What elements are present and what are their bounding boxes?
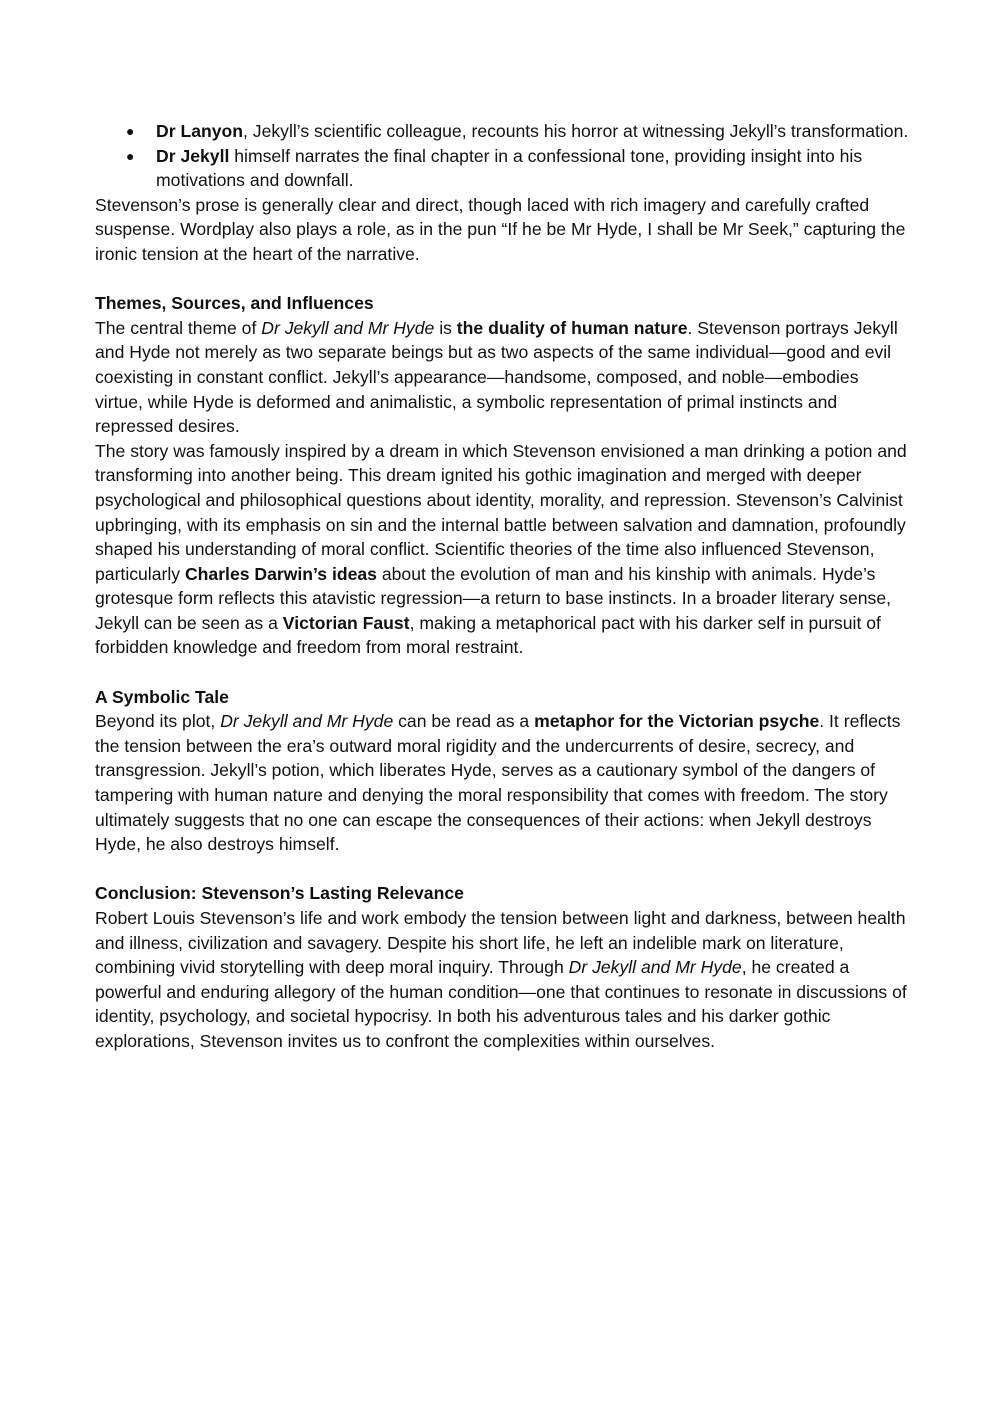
conclusion-paragraph: Robert Louis Stevenson’s life and work embody the tension between light and darkness, between health and illness, civilization and savagery. Despite his short life, he left an indelible mark on literature, combining vivid storytelling with deep moral inquiry. Through Dr Jekyll and Mr Hyde, he created a powerful and enduring allegory of the human condition—one that continues to resonate in discussions of identity, psychology, and societal hypocrisy. In both his adventurous tales and his darker gothic explorations, Stevenson invites us to confront the complexities within ourselves.: [95, 908, 907, 1051]
section-heading-themes: Themes, Sources, and Influences: [95, 293, 374, 314]
narrator-list: [95, 119, 910, 193]
book-title: Dr Jekyll and Mr Hyde: [220, 711, 394, 732]
emphasis: Charles Darwin’s ideas: [184, 563, 377, 584]
list-item: [126, 119, 910, 144]
prose-paragraph: Stevenson’s prose is generally clear and direct, though laced with rich imagery and carefully crafted suspense. Wordplay also plays a role, as in the pun “If he be Mr Hyde, I shall be Mr Seek,” capturing the ironic tension at the heart of the narrative.: [95, 194, 906, 264]
emphasis: Victorian Faust: [282, 612, 410, 633]
emphasis: metaphor for the Victorian psyche: [534, 711, 820, 732]
narrator-name: Dr Jekyll: [156, 145, 230, 166]
book-title: Dr Jekyll and Mr Hyde: [568, 957, 742, 978]
themes-paragraph-2: The story was famously inspired by a dream in which Stevenson envisioned a man drinking a potion and transforming into another being. This dream ignited his gothic imagination and merged with deeper psychological and philosophical questions about identity, morality, and repression. Stevenson’s Calvinist upbringing, with its emphasis on sin and the internal battle between salvation and damnation, profoundly shaped his understanding of moral conflict. Scientific theories of the time also influenced Stevenson, particularly Charles Darwin’s ideas about the evolution of man and his kinship with animals. Hyde’s grotesque form reflects this atavistic regression—a return to base instincts. In a broader literary sense, Jekyll can be seen as a Victorian Faust, making a metaphorical pact with his darker self in pursuit of forbidden knowledge and freedom from moral restraint.: [95, 440, 907, 658]
section-heading-symbolic: A Symbolic Tale: [95, 686, 229, 707]
emphasis: the duality of human nature: [456, 317, 688, 338]
book-title: Dr Jekyll and Mr Hyde: [261, 317, 435, 338]
narrator-description: himself narrates the final chapter in a confessional tone, providing insight into his motivations and downfall.: [156, 145, 863, 191]
list-item: [126, 144, 910, 193]
themes-paragraph-1: The central theme of Dr Jekyll and Mr Hyde is the duality of human nature. Stevenson portrays Jekyll and Hyde not merely as two separate beings but as two aspects of the same individual—good and evil coexisting in constant conflict. Jekyll’s appearance—handsome, composed, and noble—embodies virtue, while Hyde is deformed and animalistic, a symbolic representation of primal instincts and repressed desires.: [95, 317, 898, 437]
narrator-name: Dr Lanyon: [156, 121, 243, 141]
section-heading-conclusion: Conclusion: Stevenson’s Lasting Relevance: [95, 883, 464, 904]
narrator-description: , Jekyll’s scientific colleague, recounts his horror at witnessing Jekyll’s transformation.: [243, 121, 909, 141]
symbolic-paragraph: Beyond its plot, Dr Jekyll and Mr Hyde can be read as a metaphor for the Victorian psyche. It reflects the tension between the era’s outward moral rigidity and the undercurrents of desire, secrecy, and transgression. Jekyll’s potion, which liberates Hyde, serves as a cautionary symbol of the dangers of tampering with human nature and denying the moral responsibility that comes with freedom. The story ultimately suggests that no one can escape the consequences of their actions: when Jekyll destroys Hyde, he also destroys himself.: [95, 711, 901, 855]
bullet-icon: ●: [126, 123, 135, 139]
bullet-icon: ●: [126, 147, 135, 164]
